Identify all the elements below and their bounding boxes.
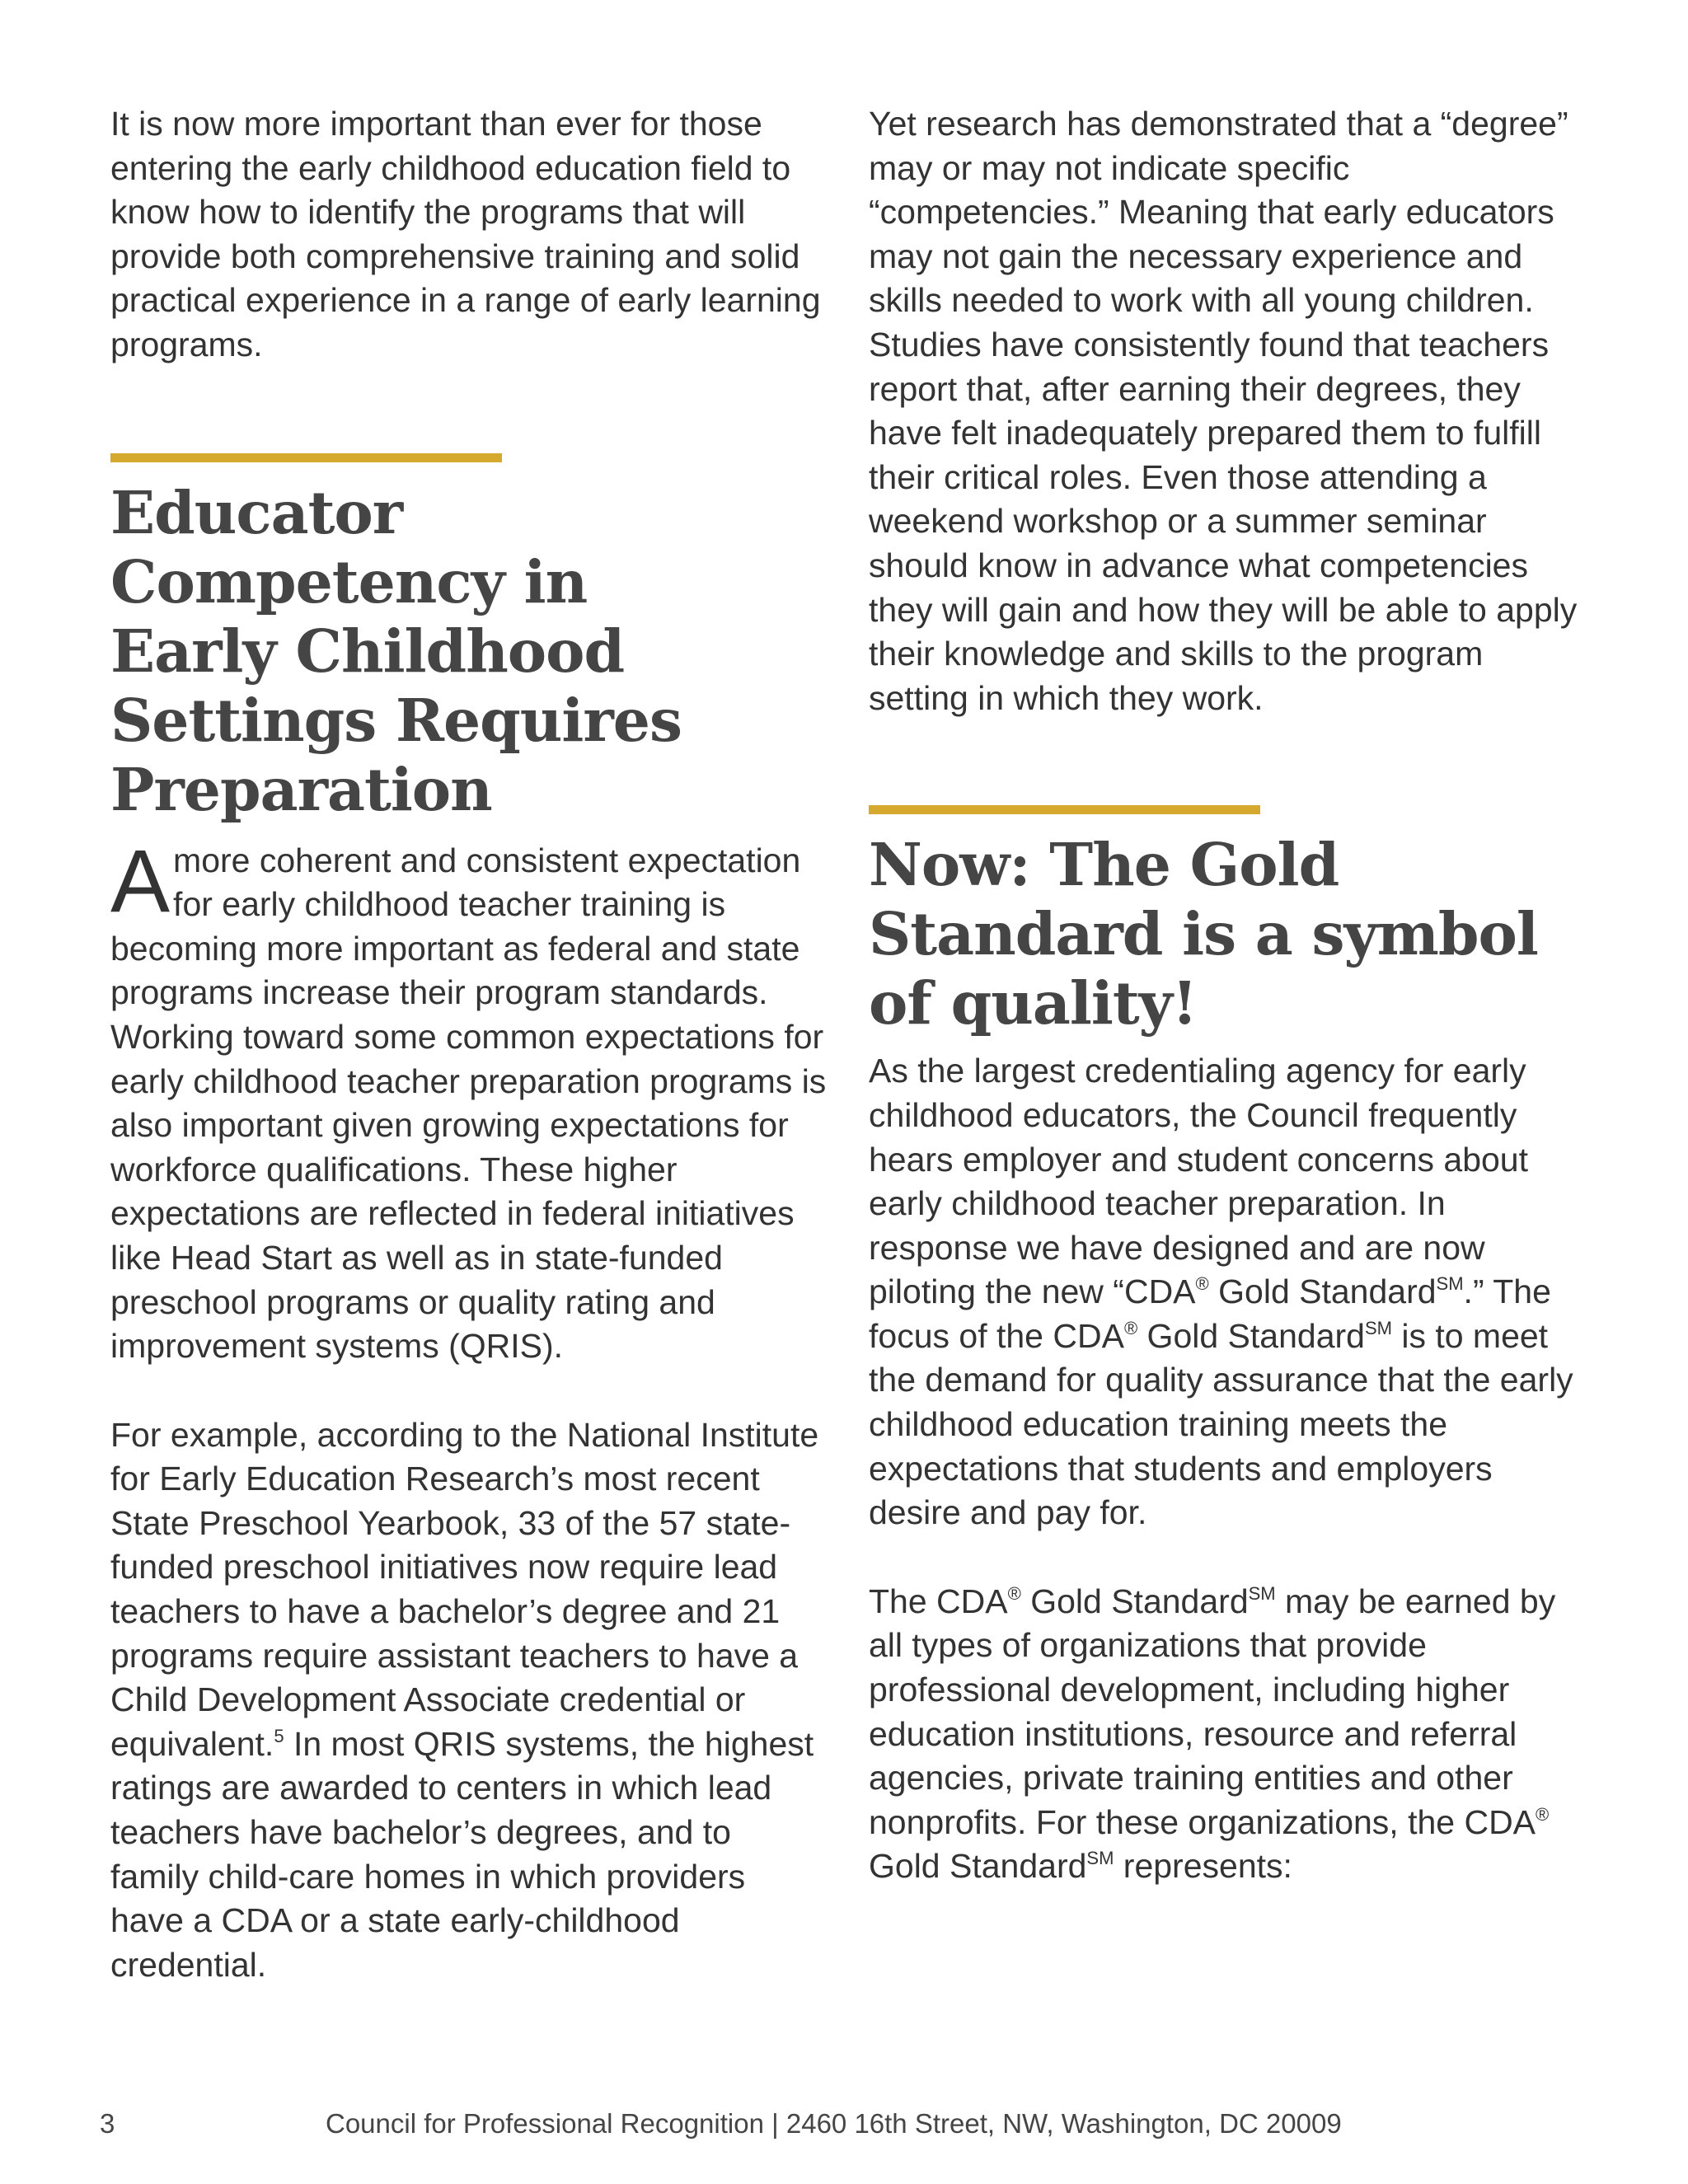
paragraph-text: represents: xyxy=(1114,1847,1292,1886)
paragraph-text: Gold Standard xyxy=(1020,1582,1249,1620)
paragraph-text: is to meet the demand for quality assurance that the early childhood education training meets the expectations that students and employers desire and pay for. xyxy=(869,1316,1573,1532)
footer-address: Council for Professional Recognition | 2460 16th Street, NW, Washington, DC 20009 xyxy=(326,2108,1342,2139)
paragraph-text: Gold Standard xyxy=(1137,1316,1365,1355)
left-intro-paragraph: It is now more important than ever for those entering the early childhood education field to know how to identify the programs that will provide both comprehensive training and solid practical experience in a range of early learning programs. xyxy=(110,105,821,363)
heading-line: Preparation xyxy=(110,754,492,824)
page-number: 3 xyxy=(100,2108,115,2139)
heading-line: Competency in xyxy=(110,546,588,616)
drop-cap: A xyxy=(110,830,171,930)
paragraph-text: Gold Standard xyxy=(869,1847,1087,1886)
page-footer xyxy=(0,2108,1688,2141)
paragraph-text: may be earned by all types of organizations that provide professional development, including higher education institutions, resource and referral agencies, private training entities and other nonprofits. For these organizations, the CDA xyxy=(869,1582,1556,1841)
service-mark: SM xyxy=(1436,1273,1464,1295)
right-body-paragraph-1 xyxy=(869,1049,1586,1535)
registered-mark: ® xyxy=(1536,1803,1550,1825)
left-body-paragraph-2 xyxy=(110,1413,828,1988)
right-intro-paragraph: Yet research has demonstrated that a “degree” may or may not indicate specific “competencies.” Meaning that early educators may not gain the necessary experience and skills needed to work with all young children. Studies have consistently found that teachers report that, after earning their degrees, they have felt inadequately prepared them to fulfill their critical roles. Even those attending a weekend workshop or a summer seminar should know in advance what competencies they will gain and how they will be able to apply their knowledge and skills to the program setting in which they work. xyxy=(869,105,1578,717)
paragraph-text: For example, according to the National Institute for Early Education Research’s most recent State Preschool Yearbook, 33 of the 57 state-funded preschool initiatives now require lead teachers to have a bachelor’s degree and 21 programs require assistant teachers to have a Child Development Associate credential or equivalent. xyxy=(110,1415,819,1763)
service-mark: SM xyxy=(1086,1848,1114,1869)
paragraph-text: .” The focus of the CDA xyxy=(869,1272,1551,1355)
paragraph-text: Gold Standard xyxy=(1208,1272,1437,1311)
right-column xyxy=(869,102,1586,1889)
heading-line: Educator xyxy=(110,477,403,547)
left-section-heading xyxy=(110,478,828,824)
right-body-paragraph-2 xyxy=(869,1580,1586,1889)
registered-mark: ® xyxy=(1123,1317,1138,1338)
footnote-marker: 5 xyxy=(274,1725,284,1746)
service-mark: SM xyxy=(1248,1582,1276,1604)
left-column xyxy=(110,102,828,1987)
left-heading-rule xyxy=(110,453,502,462)
heading-line: of quality! xyxy=(869,968,1198,1038)
heading-line: Settings Requires xyxy=(110,685,682,755)
heading-line: Standard is a symbol xyxy=(869,899,1538,969)
right-section-heading xyxy=(869,830,1586,1038)
heading-line: Early Childhood xyxy=(110,616,625,686)
paragraph-text: The CDA xyxy=(869,1582,1008,1620)
paragraph-text: In most QRIS systems, the highest ratings are awarded to centers in which lead teachers have bachelor’s degrees, and to family child-care homes in which providers have a CDA or a state early-childhood credential. xyxy=(110,1724,814,1984)
left-body-paragraph-1 xyxy=(110,830,828,1369)
heading-line: Now: The Gold xyxy=(869,830,1339,900)
service-mark: SM xyxy=(1364,1317,1392,1338)
paragraph-text: more coherent and consistent expectation for early childhood teacher training is becoming more important as federal and state programs increase their program standards. Working toward some common expectations for early childhood teacher preparation programs is also important given growing expectations for workforce qualifications. These higher expectations are reflected in federal initiatives like Head Start as well as in state-funded preschool programs or quality rating and improvement systems (QRIS). xyxy=(110,841,827,1366)
right-heading-rule xyxy=(869,805,1260,814)
registered-mark: ® xyxy=(1007,1582,1021,1604)
registered-mark: ® xyxy=(1195,1273,1209,1295)
paragraph-text: As the largest credentialing agency for early childhood educators, the Council frequently hears employer and student concerns about early childhood teacher preparation. In response we have designed and are now piloting the new “CDA xyxy=(869,1052,1529,1311)
